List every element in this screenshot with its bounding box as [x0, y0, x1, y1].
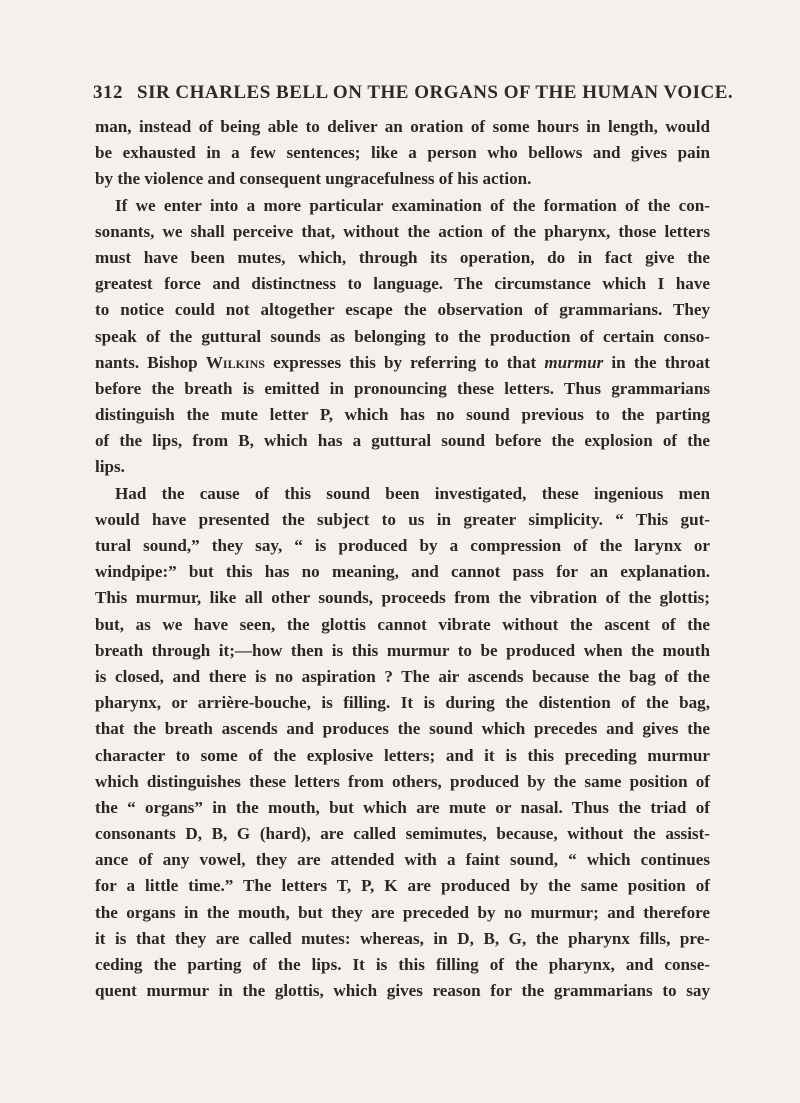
text-line: ceding the parting of the lips. It is this filling of the pharynx, and conse-: [95, 955, 710, 974]
text-line: distinguish the mute letter P, which has no sound previous to the parting: [95, 405, 710, 425]
text-line: by the violence and consequent ungracefulness of his action.: [95, 169, 532, 189]
text-line: ance of any vowel, they are attended with a faint sound, “ which continues: [95, 850, 710, 870]
text-line: If we enter into a more particular examination of the formation of the con-: [115, 195, 710, 215]
text-line: for a little time.” The letters T, P, K are produced by the same position of: [95, 876, 710, 896]
text-line: quent murmur in the glottis, which gives reason for the grammarians to say: [95, 981, 710, 1001]
text-line: sonants, we shall perceive that, without the action of the pharynx, those letters: [95, 221, 710, 241]
text-line: [95, 350, 710, 376]
text-line: be exhausted in a few sentences; like a person who bellows and gives pain: [95, 143, 710, 163]
text-line: that the breath ascends and produces the sound which precedes and gives the: [95, 719, 710, 739]
running-header: [93, 82, 734, 104]
text-line: but, as we have seen, the glottis cannot vibrate without the ascent of the: [95, 614, 710, 634]
text-line: consonants D, B, G (hard), are called semimutes, because, without the assist-: [95, 824, 710, 844]
text-line: of the lips, from B, which has a guttural sound before the explosion of the: [95, 431, 710, 451]
text-line: must have been mutes, which, through its operation, do in fact give the: [95, 247, 710, 267]
text-line: is closed, and there is no aspiration ? The air ascends because the bag of the: [95, 666, 710, 686]
text-line: This murmur, like all other sounds, proceeds from the vibration of the glottis;: [95, 588, 710, 608]
text-line: greatest force and distinctness to language. The circumstance which I have: [95, 274, 710, 294]
text-fragment: in the throat: [603, 352, 710, 372]
text-fragment: nants. Bishop: [95, 352, 206, 372]
text-line: the “ organs” in the mouth, but which are mute or nasal. Thus the triad of: [95, 797, 710, 817]
text-line: breath through it;—how then is this murmur to be produced when the mouth: [95, 640, 710, 660]
text-line: which distinguishes these letters from others, produced by the same position of: [95, 771, 710, 791]
text-line: speak of the guttural sounds as belonging to the production of certain conso-: [95, 326, 710, 346]
text-line: Had the cause of this sound been investigated, these ingenious men: [115, 483, 710, 503]
text-fragment: expresses this by referring to that: [264, 352, 545, 372]
running-title: SIR CHARLES BELL ON THE ORGANS OF THE HUMAN VOICE.: [137, 82, 734, 103]
text-line: lips.: [95, 457, 125, 477]
text-line: man, instead of being able to deliver an oration of some hours in length, would: [95, 117, 710, 136]
text-line: character to some of the explosive letters; and it is this preceding murmur: [95, 745, 710, 765]
text-line: before the breath is emitted in pronouncing these letters. Thus grammarians: [95, 378, 710, 398]
text-line: it is that they are called mutes: whereas, in D, B, G, the pharynx fills, pre-: [95, 928, 710, 948]
text-line: the organs in the mouth, but they are preceded by no murmur; and therefore: [95, 902, 710, 922]
text-line: would have presented the subject to us in greater simplicity. “ This gut-: [95, 509, 710, 529]
text-line: tural sound,” they say, “ is produced by a compression of the larynx or: [95, 536, 710, 555]
body-text: [95, 114, 710, 1004]
author-name: Wilkins: [205, 352, 265, 372]
text-line: pharynx, or arrière-bouche, is filling. It is during the distention of the bag,: [95, 693, 710, 713]
text-line: windpipe:” but this has no meaning, and cannot pass for an explanation.: [95, 562, 710, 582]
text-line: to notice could not altogether escape the observation of grammarians. They: [95, 300, 710, 320]
page-number: 312: [93, 82, 123, 103]
italic-term: murmur: [544, 352, 604, 372]
